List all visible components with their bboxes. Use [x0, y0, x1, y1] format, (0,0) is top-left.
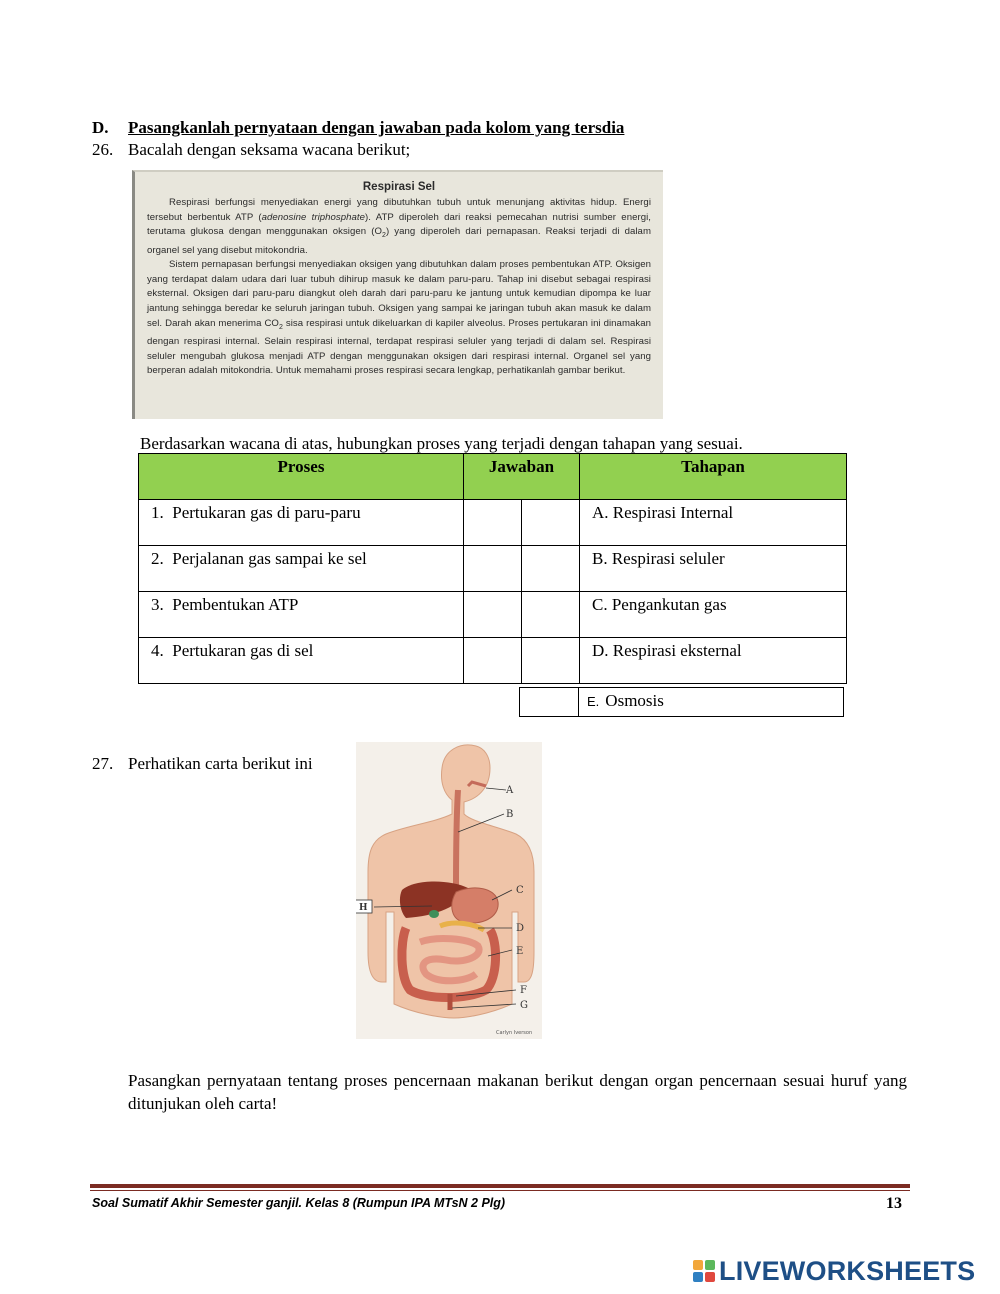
tahapan-cell: D. Respirasi eksternal	[580, 638, 847, 684]
answer-box-left-2[interactable]	[464, 546, 522, 592]
question-27-text: Perhatikan carta berikut ini	[128, 754, 313, 773]
proses-cell: 2. Perjalanan gas sampai ke sel	[139, 546, 464, 592]
answer-box-left-3[interactable]	[464, 592, 522, 638]
proses-cell: 3. Pembentukan ATP	[139, 592, 464, 638]
proses-cell: 1. Pertukaran gas di paru-paru	[139, 500, 464, 546]
figure-label-h: H	[359, 903, 368, 913]
figure-credit: Carlyn Iverson	[496, 1030, 533, 1036]
answer-box-left-1[interactable]	[464, 500, 522, 546]
figure-label-f: F	[520, 985, 527, 996]
answer-box-left-4[interactable]	[464, 638, 522, 684]
table-row	[139, 592, 847, 638]
brand-name: LIVEWORKSHEETS	[719, 1255, 976, 1286]
tahapan-cell: A. Respirasi Internal	[580, 500, 847, 546]
extra-option-row	[519, 687, 844, 717]
answer-box-right-2[interactable]	[522, 546, 580, 592]
passage-paragraph-1: Respirasi berfungsi menyediakan energi yang dibutuhkan tubuh untuk menunjang aktivitas hidup. Energi tersebut berbentuk ATP (adenosine triphosphate). ATP diperoleh dari reaksi pemecahan nutrisi sumber energi, terutama glukosa dengan menggunakan oksigen $(O_2)$ yang diperoleh dari pernapasan. Reaksi terjadi di dalam organel sel yang disebut mitokondria.	[147, 197, 651, 256]
table-row	[139, 500, 847, 546]
tahapan-cell: B. Respirasi seluler	[580, 546, 847, 592]
section-letter: D.	[92, 118, 109, 137]
table-row	[139, 638, 847, 684]
footer-rule-thin	[90, 1190, 910, 1191]
figure-label-e: E	[516, 946, 524, 957]
question-27-paragraph: Pasangkan pernyataan tentang proses pencernaan makanan berikut dengan organ pencernaan sesuai huruf yang ditunjukan oleh carta!	[128, 1071, 907, 1113]
header-jawaban: Jawaban	[464, 454, 580, 500]
matching-table	[138, 453, 847, 684]
header-tahapan: Tahapan	[580, 454, 847, 500]
section-title: Pasangkanlah pernyataan dengan jawaban pada kolom yang tersdia	[128, 118, 625, 137]
liveworksheets-logo-icon	[692, 1259, 716, 1283]
figure-label-a: A	[506, 785, 514, 796]
extra-option: E. Osmosis	[587, 691, 664, 710]
table-row	[139, 546, 847, 592]
footer-rule	[90, 1184, 910, 1188]
answer-box-right-4[interactable]	[522, 638, 580, 684]
footer-text: Soal Sumatif Akhir Semester ganjil. Kelas 8 (Rumpun IPA MTsN 2 Plg)	[92, 1196, 506, 1210]
digestive-system-figure	[356, 742, 542, 1039]
liveworksheets-brand[interactable]	[692, 1256, 975, 1286]
question-26-instruction: Berdasarkan wacana di atas, hubungkan proses yang terjadi dengan tahapan yang sesuai.	[140, 434, 743, 453]
answer-box-right-1[interactable]	[522, 500, 580, 546]
page-number: 13	[886, 1195, 902, 1212]
figure-label-d: D	[516, 923, 525, 934]
answer-box-right-3[interactable]	[522, 592, 580, 638]
passage-paragraph-2: Sistem pernapasan berfungsi menyediakan oksigen yang dibutuhkan dalam proses pembentukan ATP. Oksigen yang terdapat dalam udara dari luar tubuh dihirup masuk ke dalam paru-paru. Tahap ini disebut sebagai respirasi eksternal. Oksigen dari paru-paru diangkut oleh darah dari paru-paru ke jantung untuk kemudian dipompa ke luar jantung sehingga beredar ke seluruh jaringan tubuh. Oksigen yang sampai ke jaringan tubuh akan masuk ke dalam sel. Darah akan menerima $CO_2$ sisa respirasi untuk dikeluarkan di kapiler alveolus. Proses pertukaran ini dinamakan dengan respirasi internal. Selain respirasi internal, terdapat respirasi seluler yang terjadi di dalam sel. Respirasi seluler mengubah glukosa menjadi ATP dengan menggunakan oksigen dari respirasi internal. Organel sel yang berperan adalah mitokondria. Untuk memahami proses respirasi secara lengkap, perhatikanlah gambar berikut.	[147, 259, 651, 377]
question-27-number: 27.	[92, 754, 114, 773]
proses-cell: 4. Pertukaran gas di sel	[139, 638, 464, 684]
header-proses: Proses	[139, 454, 464, 500]
question-26-text: Bacalah dengan seksama wacana berikut;	[128, 140, 411, 159]
question-26-number: 26.	[92, 140, 114, 159]
reading-passage-image	[132, 170, 663, 419]
tahapan-cell: C. Pengankutan gas	[580, 592, 847, 638]
figure-label-g: G	[520, 1000, 528, 1011]
extra-answer-box[interactable]	[520, 688, 579, 716]
passage-title: Respirasi Sel	[362, 181, 436, 193]
figure-label-b: B	[506, 809, 514, 820]
table-header-row	[139, 454, 847, 500]
figure-label-c: C	[516, 885, 524, 896]
